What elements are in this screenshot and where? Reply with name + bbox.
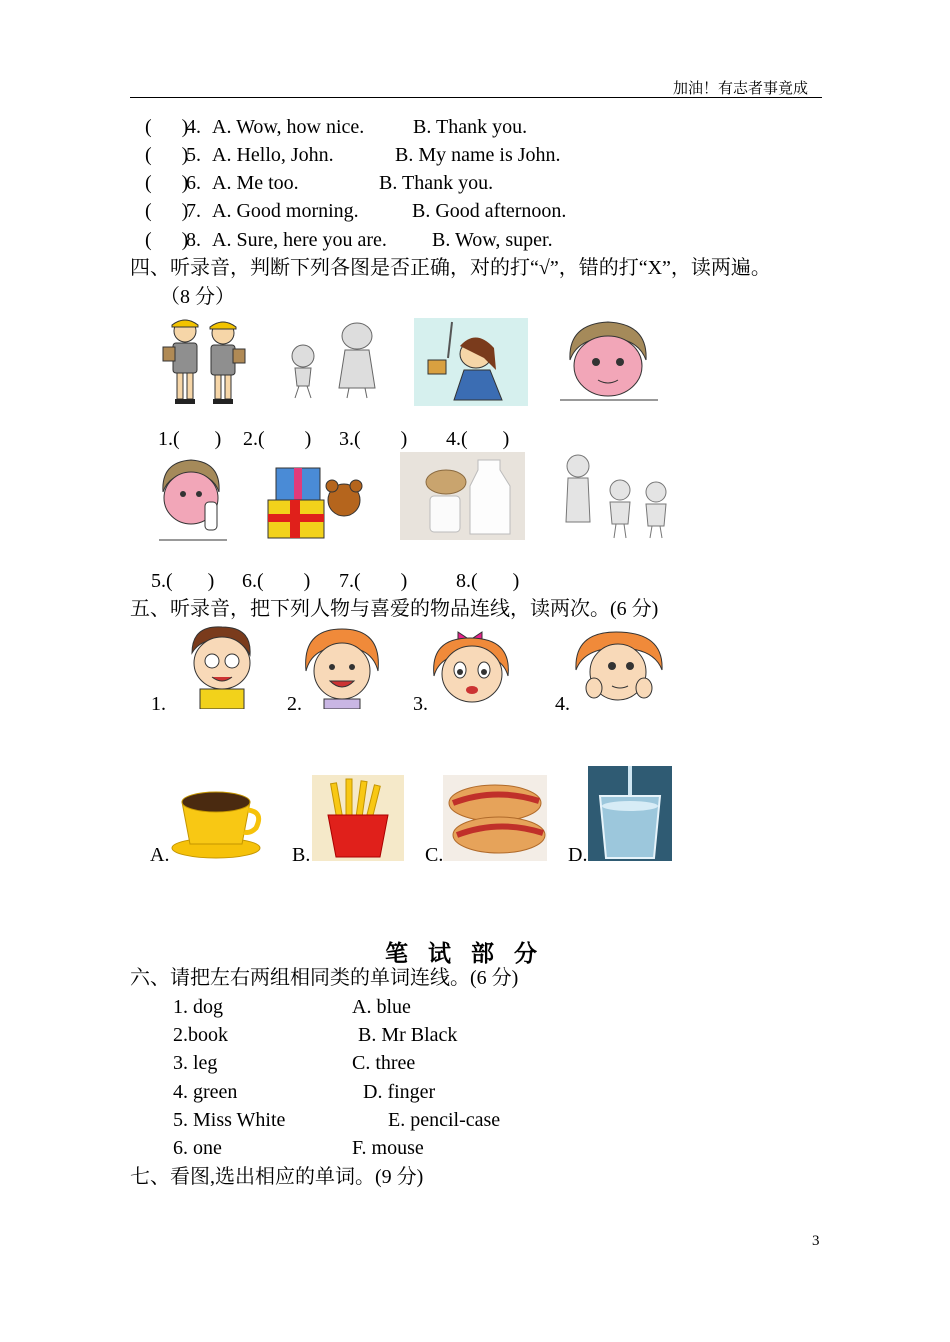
girl-with-kite-picture xyxy=(414,318,528,406)
item-label: B. xyxy=(292,844,311,866)
match-right-word: E. pencil-case xyxy=(388,1109,501,1131)
choice-blank[interactable]: ( ) xyxy=(145,172,189,194)
choice-blank[interactable]: ( ) xyxy=(145,116,189,138)
judge-blank[interactable]: 8.( ) xyxy=(456,570,520,592)
boy-and-woman-picture xyxy=(275,318,400,400)
match-left-word: 3. leg xyxy=(173,1052,218,1074)
choice-option-b: B. Thank you. xyxy=(413,116,528,138)
page-number: 3 xyxy=(812,1233,820,1249)
person-label: 2. xyxy=(287,693,302,715)
section4-heading: 四、听录音，判断下列各图是否正确，对的打“√”，错的打“X”，读两遍。 xyxy=(130,257,771,279)
match-right-word: A. blue xyxy=(352,996,411,1018)
choice-option-a: A. Hello, John. xyxy=(212,144,334,166)
match-left-word: 5. Miss White xyxy=(173,1109,286,1131)
choice-number: 7. xyxy=(186,200,201,222)
item-label: A. xyxy=(150,844,170,866)
choice-option-a: A. Me too. xyxy=(212,172,299,194)
match-right-word: B. Mr Black xyxy=(358,1024,458,1046)
choice-blank[interactable]: ( ) xyxy=(145,229,189,251)
hot-dog-picture xyxy=(443,775,547,861)
girl-smiling-picture xyxy=(302,627,382,709)
judge-blank[interactable]: 4.( ) xyxy=(446,428,510,450)
choice-option-b: B. Thank you. xyxy=(379,172,494,194)
match-left-word: 2.book xyxy=(173,1024,228,1046)
choice-option-b: B. Wow, super. xyxy=(432,229,553,251)
judge-blank[interactable]: 1.( ) xyxy=(158,428,222,450)
judge-blank[interactable]: 7.( ) xyxy=(339,570,408,592)
choice-number: 8. xyxy=(186,229,201,251)
match-right-word: C. three xyxy=(352,1052,416,1074)
milk-and-bread-picture xyxy=(400,452,525,540)
choice-option-b: B. Good afternoon. xyxy=(412,200,567,222)
section5-heading: 五、听录音，把下列人物与喜爱的物品连线，读两次。(6 分) xyxy=(130,598,659,620)
choice-option-a: A. Sure, here you are. xyxy=(212,229,387,251)
boy-on-phone-picture xyxy=(157,458,229,542)
two-students-picture xyxy=(155,315,255,407)
item-label: D. xyxy=(568,844,588,866)
choice-blank[interactable]: ( ) xyxy=(145,144,189,166)
judge-blank[interactable]: 3.( ) xyxy=(339,428,408,450)
boy-with-glasses-picture xyxy=(178,623,262,709)
choice-number: 5. xyxy=(186,144,201,166)
choice-option-a: A. Wow, how nice. xyxy=(212,116,365,138)
person-label: 1. xyxy=(151,693,166,715)
match-right-word: F. mouse xyxy=(352,1137,424,1159)
header-motto: 加油！有志者事竟成 xyxy=(673,81,809,97)
match-left-word: 1. dog xyxy=(173,996,223,1018)
choice-option-a: A. Good morning. xyxy=(212,200,359,222)
header-rule xyxy=(130,97,822,98)
choice-blank[interactable]: ( ) xyxy=(145,200,189,222)
person-label: 3. xyxy=(413,693,428,715)
section7-heading: 七、看图,选出相应的单词。(9 分) xyxy=(130,1166,424,1188)
choice-option-b: B. My name is John. xyxy=(395,144,561,166)
judge-blank[interactable]: 5.( ) xyxy=(151,570,215,592)
family-greeting-picture xyxy=(560,452,675,540)
choice-number: 6. xyxy=(186,172,201,194)
match-left-word: 4. green xyxy=(173,1081,238,1103)
written-part-title: 笔试部分 xyxy=(385,941,557,966)
boy-face-picture xyxy=(560,320,660,402)
match-left-word: 6. one xyxy=(173,1137,222,1159)
person-label: 4. xyxy=(555,693,570,715)
coffee-cup-picture xyxy=(170,772,266,862)
section6-heading: 六、请把左右两组相同类的单词连线。(6 分) xyxy=(130,967,519,989)
judge-blank[interactable]: 2.( ) xyxy=(243,428,312,450)
french-fries-picture xyxy=(312,775,404,861)
glass-of-water-picture xyxy=(588,766,672,861)
match-right-word: D. finger xyxy=(363,1081,436,1103)
section4-score: （8 分） xyxy=(160,286,235,308)
judge-blank[interactable]: 6.( ) xyxy=(242,570,311,592)
gifts-and-teddy-bear-picture xyxy=(266,460,368,542)
girl-thinking-picture xyxy=(572,630,666,710)
choice-option-a: 4. xyxy=(186,116,201,138)
item-label: C. xyxy=(425,844,444,866)
girl-with-bow-picture xyxy=(428,626,518,708)
